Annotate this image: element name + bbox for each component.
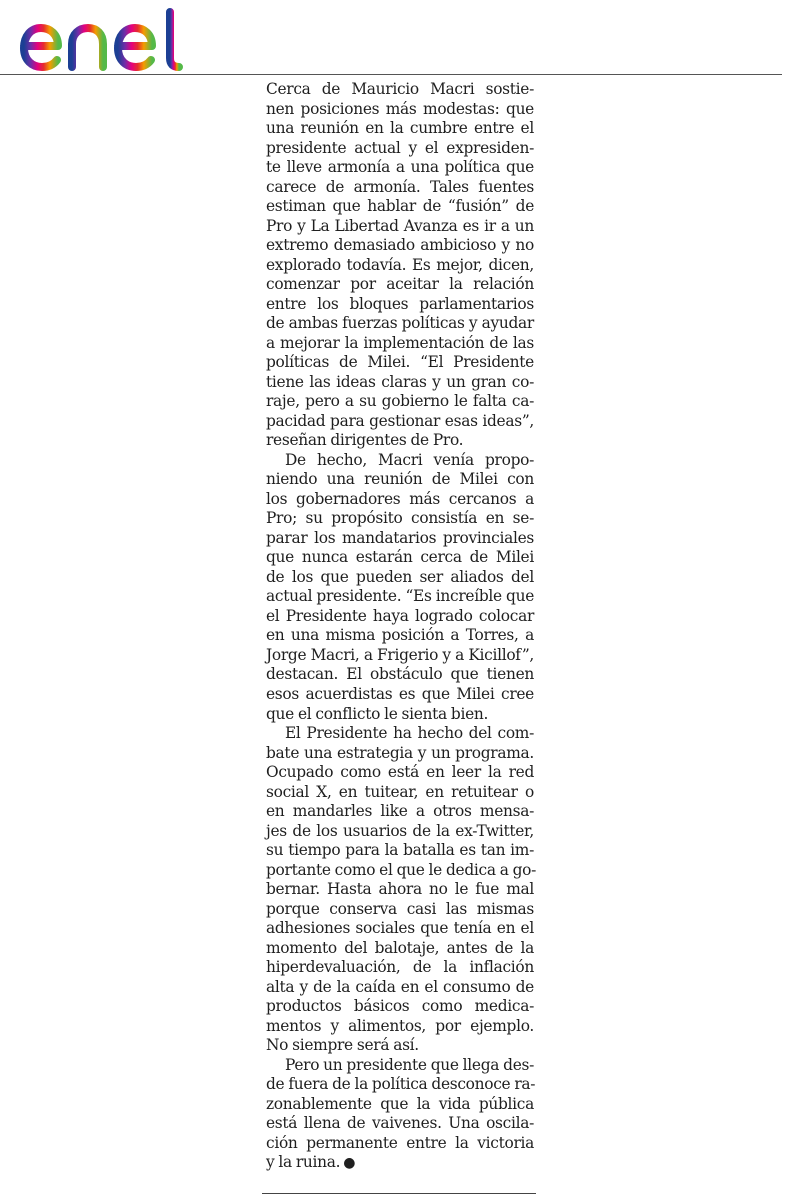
text-line: está llena de vaivenes. Una oscila- (266, 1114, 534, 1133)
text-line: adhesiones sociales que tenía en el (266, 919, 534, 938)
text-line: mentos y alimentos, por ejemplo. (266, 1016, 534, 1035)
paragraph-1 (266, 80, 534, 451)
text-line: hiperdevaluación, de la inflación (266, 958, 534, 977)
text-line: social X, en tuitear, en retuitear o (266, 782, 534, 801)
text-line: actual presidente. “Es increíble que (266, 587, 534, 606)
text-line: extremo demasiado ambicioso y no (266, 236, 534, 255)
text-line: Jorge Macri, a Frigerio y a Kicillof”, (266, 645, 534, 664)
text-line: reseñan dirigentes de Pro. (266, 431, 464, 450)
text-line: destacan. El obstáculo que tienen (266, 665, 534, 684)
text-line: comenzar por aceitar la relación (266, 275, 534, 294)
text-line: que nunca estarán cerca de Milei (266, 548, 534, 567)
text-line: carece de armonía. Tales fuentes (266, 177, 534, 196)
text-line: raje, pero a su gobierno le falta ca- (266, 392, 534, 411)
text-line: entre los bloques parlamentarios (266, 294, 534, 313)
text-line: te lleve armonía a una política que (266, 158, 534, 177)
text-line: y la ruina. ● (266, 1153, 356, 1172)
text-line: una reunión en la cumbre entre el (266, 119, 534, 138)
text-line: tiene las ideas claras y un gran co- (266, 372, 534, 391)
text-line: Cerca de Mauricio Macri sostie- (266, 80, 534, 98)
text-line: De hecho, Macri venía propo- (285, 450, 534, 469)
text-line: Pro y La Libertad Avanza es ir a un (266, 216, 534, 235)
text-line: No siempre será así. (266, 1036, 419, 1055)
text-line: de ambas fuerzas políticas y ayudar (266, 314, 534, 333)
text-line: ción permanente entre la victoria (266, 1133, 534, 1152)
text-line: portante como el que le dedica a go- (266, 860, 536, 879)
text-line: políticas de Milei. “El Presidente (266, 353, 534, 372)
text-line: a mejorar la implementación de las (266, 333, 534, 352)
text-line: zonablemente que la vida pública (266, 1094, 534, 1113)
enel-logo (14, 6, 194, 72)
end-of-article-mark: ● (343, 1155, 356, 1172)
text-line: de fuera de la política desconoce ra- (266, 1075, 536, 1094)
text-line: El Presidente ha hecho del com- (285, 724, 534, 743)
text-line: Pro; su propósito consistía en se- (266, 509, 534, 528)
paragraph-4 (266, 1056, 534, 1173)
paragraph-3 (266, 724, 534, 1056)
text-line: Ocupado como está en leer la red (266, 763, 534, 782)
paragraph-2 (266, 451, 534, 724)
text-line: nen posiciones más modestas: que (266, 99, 534, 118)
text-line: los gobernadores más cercanos a (266, 489, 534, 508)
text-line: de los que pueden ser aliados del (266, 567, 534, 586)
text-line: bate una estrategia y un programa. (266, 743, 534, 762)
text-line: esos acuerdistas es que Milei cree (266, 684, 534, 703)
footer-divider (262, 1193, 536, 1194)
article-column (266, 80, 534, 1173)
text-line: presidente actual y el expresiden- (266, 138, 534, 157)
header-divider (0, 74, 782, 75)
text-line: jes de los usuarios de la ex-Twitter, (266, 821, 534, 840)
text-line: pacidad para gestionar esas ideas”, (266, 411, 534, 430)
text-line: parar los mandatarios provinciales (266, 528, 534, 547)
text-line: bernar. Hasta ahora no le fue mal (266, 880, 534, 899)
text-line: productos básicos como medica- (266, 997, 534, 1016)
text-line: Pero un presidente que llega des- (285, 1055, 534, 1074)
text-line: alta y de la caída en el consumo de (266, 977, 534, 996)
text-line: estiman que hablar de “fusión” de (266, 197, 534, 216)
text-line: que el conflicto le sienta bien. (266, 704, 489, 723)
text-line: momento del balotaje, antes de la (266, 938, 534, 957)
text-line: en mandarles like a otros mensa- (266, 802, 534, 821)
text-line: el Presidente haya logrado colocar (266, 606, 534, 625)
text-line: porque conserva casi las mismas (266, 899, 534, 918)
text-line: su tiempo para la batalla es tan im- (266, 841, 534, 860)
text-line: en una misma posición a Torres, a (266, 626, 534, 645)
text-line: niendo una reunión de Milei con (266, 470, 534, 489)
text-line: explorado todavía. Es mejor, dicen, (266, 255, 534, 274)
